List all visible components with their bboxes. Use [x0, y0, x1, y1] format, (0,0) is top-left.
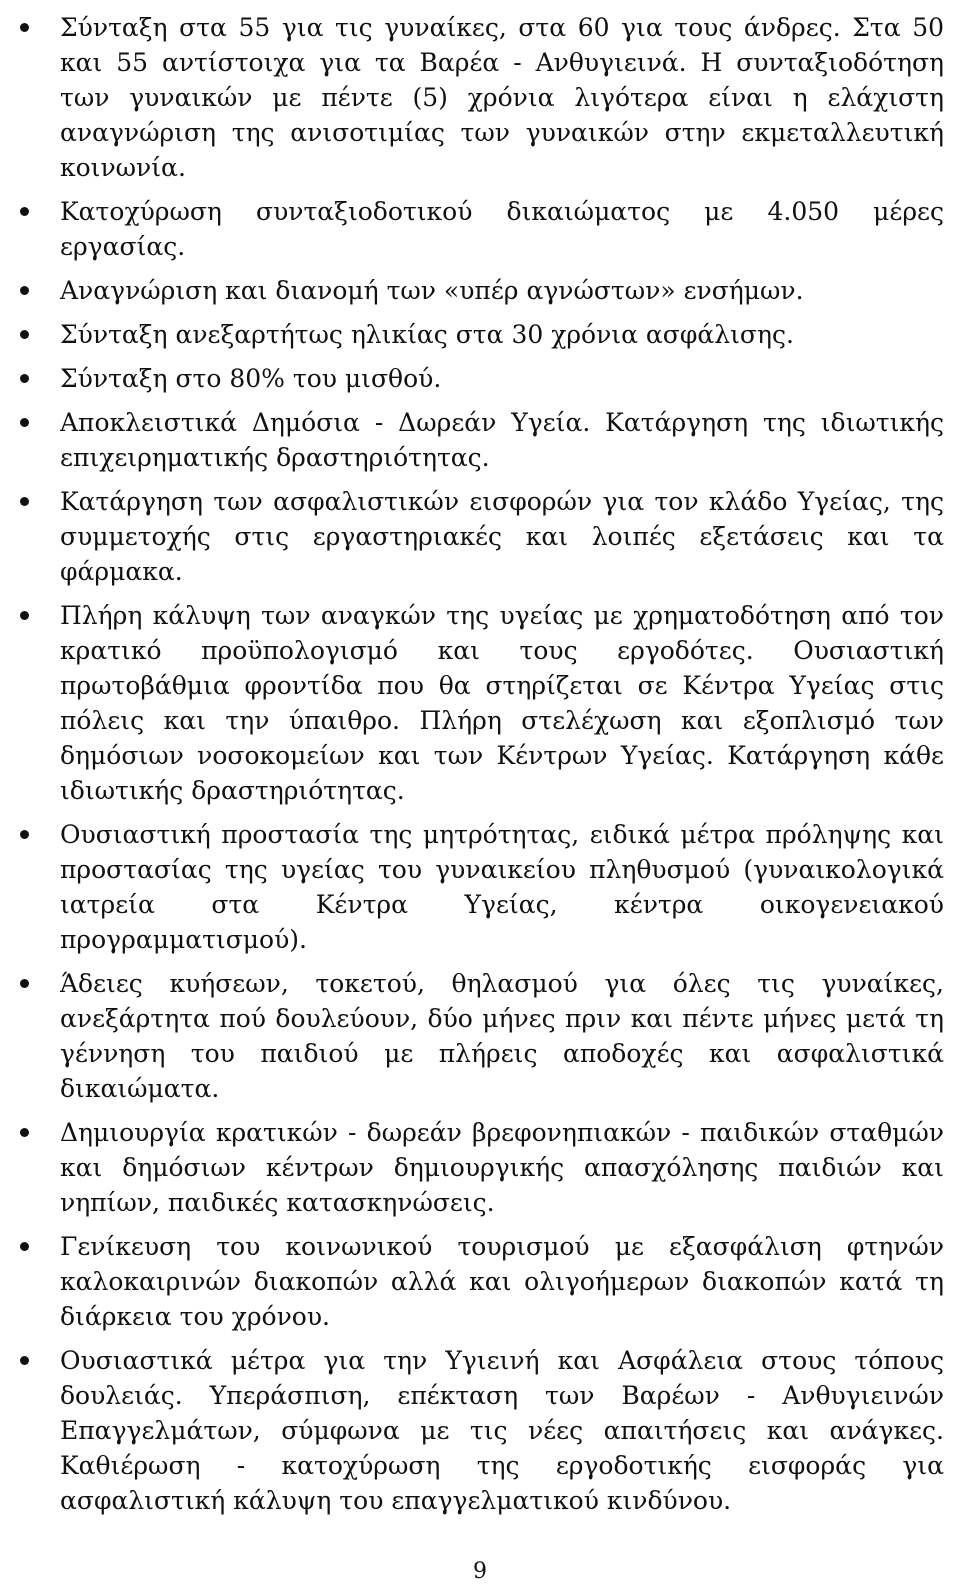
- list-item-text: Σύνταξη ανεξαρτήτως ηλικίας στα 30 χρόνια ασφάλισης.: [60, 320, 794, 349]
- list-item: [0, 194, 960, 264]
- list-item: [0, 966, 960, 1106]
- bullet-icon: [20, 1356, 29, 1365]
- bullet-icon: [20, 979, 29, 988]
- list-item: [0, 1115, 960, 1220]
- bullet-icon: [20, 418, 29, 427]
- bullet-icon: [20, 497, 29, 506]
- list-item: [0, 817, 960, 957]
- list-item-text: Αναγνώριση και διανομή των «υπέρ αγνώστων» ενσήμων.: [60, 276, 804, 305]
- list-item-text: Σύνταξη στο 80% του μισθού.: [60, 364, 442, 393]
- bullet-icon: [20, 374, 29, 383]
- bullet-icon: [20, 1242, 29, 1251]
- list-item-text: Ουσιαστική προστασία της μητρότητας, ειδικά μέτρα πρόληψης και προστασίας της υγείας του γυναικείου πληθυσμού (γυναικολογικά ιατρεία στα Κέντρα Υγείας, κέντρα οικογενειακού προγραμματισμού).: [60, 820, 944, 954]
- list-item: [0, 273, 960, 308]
- bullet-icon: [20, 611, 29, 620]
- list-item-text: Κατάργηση των ασφαλιστικών εισφορών για τον κλάδο Υγείας, της συμμετοχής στις εργαστηριακές και λοιπές εξετάσεις και τα φάρμακα.: [60, 487, 944, 586]
- list-item-text: Γενίκευση του κοινωνικού τουρισμού με εξασφάλιση φτηνών καλοκαιρινών διακοπών αλλά και ολιγοήμερων διακοπών κατά τη διάρκεια του χρόνου.: [60, 1232, 944, 1331]
- bullet-icon: [20, 1128, 29, 1137]
- list-item-text: Δημιουργία κρατικών - δωρεάν βρεφονηπιακών - παιδικών σταθμών και δημόσιων κέντρων δημιουργικής απασχόλησης παιδιών και νηπίων, παιδικές κατασκηνώσεις.: [60, 1118, 944, 1217]
- list-item: [0, 1343, 960, 1518]
- list-item-text: Ουσιαστικά μέτρα για την Υγιεινή και Ασφάλεια στους τόπους δουλειάς. Υπεράσπιση, επέκταση των Βαρέων - Ανθυγιεινών Επαγγελμάτων, σύμφωνα με τις νέες απαιτήσεις και ανάγκες. Καθιέρωση - κατοχύρωση της εργοδοτικής εισφοράς για ασφαλιστική κάλυψη του επαγγελματικού κινδύνου.: [60, 1346, 944, 1515]
- list-item-text: Άδειες κυήσεων, τοκετού, θηλασμού για όλες τις γυναίκες, ανεξάρτητα πού δουλεύουν, δύο μήνες πριν και πέντε μήνες μετά τη γέννηση του παιδιού με πλήρεις αποδοχές και ασφαλιστικά δικαιώματα.: [60, 969, 944, 1103]
- bullet-list: [0, 10, 960, 1527]
- bullet-icon: [20, 286, 29, 295]
- list-item: [0, 484, 960, 589]
- list-item: [0, 317, 960, 352]
- bullet-icon: [20, 207, 29, 216]
- list-item: [0, 10, 960, 185]
- list-item: [0, 361, 960, 396]
- bullet-icon: [20, 830, 29, 839]
- list-item-text: Πλήρη κάλυψη των αναγκών της υγείας με χρηματοδότηση από τον κρατικό προϋπολογισμό και τους εργοδότες. Ουσιαστική πρωτοβάθμια φροντίδα που θα στηρίζεται σε Κέντρα Υγείας στις πόλεις και την ύπαιθρο. Πλήρη στελέχωση και εξοπλισμό των δημόσιων νοσοκομείων και των Κέντρων Υγείας. Κατάργηση κάθε ιδιωτικής δραστηριότητας.: [60, 601, 944, 805]
- list-item: [0, 598, 960, 808]
- list-item-text: Κατοχύρωση συνταξιοδοτικού δικαιώματος με 4.050 μέρες εργασίας.: [60, 197, 944, 261]
- list-item: [0, 405, 960, 475]
- page-number: 9: [473, 1559, 487, 1584]
- list-item: [0, 1229, 960, 1334]
- list-item-text: Αποκλειστικά Δημόσια - Δωρεάν Υγεία. Κατάργηση της ιδιωτικής επιχειρηματικής δραστηριότητας.: [60, 408, 944, 472]
- bullet-icon: [20, 330, 29, 339]
- bullet-icon: [20, 23, 29, 32]
- list-item-text: Σύνταξη στα 55 για τις γυναίκες, στα 60 για τους άνδρες. Στα 50 και 55 αντίστοιχα για τα Βαρέα - Ανθυγιεινά. Η συνταξιοδότηση των γυναικών με πέντε (5) χρόνια λιγότερα είναι η ελάχιστη αναγνώριση της ανισοτιμίας των γυναικών στην εκμεταλλευτική κοινωνία.: [60, 13, 944, 182]
